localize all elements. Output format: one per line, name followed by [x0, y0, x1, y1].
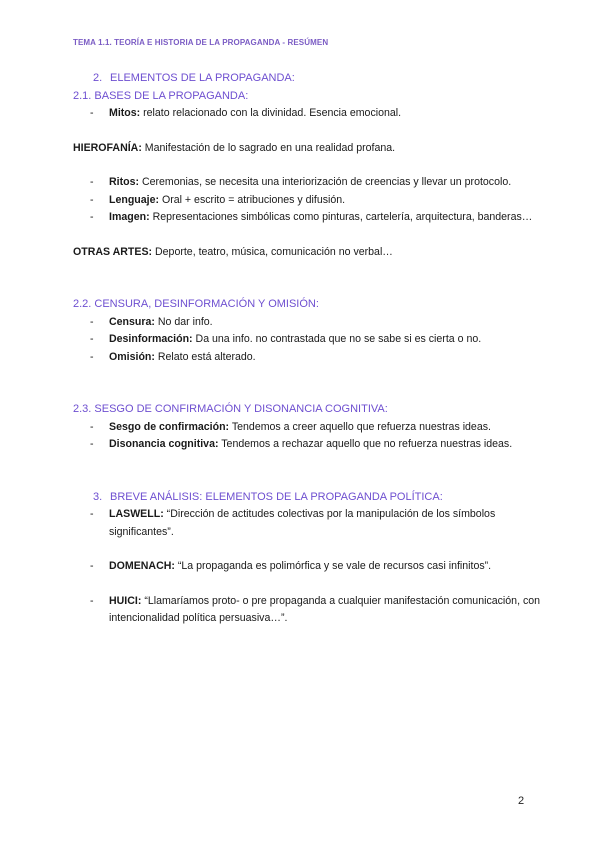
bullet-text: Tendemos a creer aquello que refuerza nuestras ideas.	[229, 420, 491, 433]
list-item	[73, 105, 543, 123]
bullet-dash: -	[90, 508, 94, 520]
bullet-dash: -	[90, 193, 94, 206]
quote-author: DOMENACH:	[109, 560, 175, 572]
bullet-text: Ceremonias, se necesita una interiorización de creencias y llevar un protocolo.	[139, 176, 512, 188]
section-3-number: 3.	[93, 490, 103, 503]
list-item	[73, 314, 543, 332]
list-item	[73, 331, 543, 349]
bullet-text: relato relacionado con la divinidad. Esencia emocional.	[140, 107, 402, 119]
quote-author: HUICI:	[109, 594, 142, 607]
bullet-term: Censura:	[109, 315, 155, 328]
quote-item-laswell	[73, 506, 543, 541]
bullet-term: Desinformación:	[109, 333, 193, 345]
paragraph-text: Deporte, teatro, música, comunicación no verbal…	[152, 245, 393, 258]
bullet-dash: -	[90, 107, 94, 119]
bullet-text: No dar info.	[154, 315, 213, 328]
paragraph-term: OTRAS ARTES:	[73, 245, 153, 258]
bullet-term: Ritos:	[109, 176, 140, 188]
bullet-term: Imagen:	[109, 211, 150, 223]
bullet-dash: -	[90, 420, 94, 433]
list-item	[73, 436, 543, 454]
list-item	[73, 192, 543, 210]
list-item	[73, 209, 543, 227]
paragraph-text: Manifestación de lo sagrado en una realidad profana.	[141, 141, 396, 154]
quote-text: “Dirección de actitudes colectivas por la manipulación de los símbolos significantes”.	[109, 508, 496, 538]
bullet-dash: -	[90, 594, 94, 607]
bullet-dash: -	[90, 350, 94, 363]
bullet-term: Lenguaje:	[109, 193, 160, 206]
bullet-dash: -	[90, 176, 94, 188]
quote-text: “Llamaríamos proto- o pre propaganda a cualquier manifestación comunicación, con intencionalidad política persuasiva…”.	[109, 594, 541, 624]
section-2-1-heading: 2.1. BASES DE LA PROPAGANDA:	[73, 89, 249, 102]
quote-item-domenach	[73, 558, 543, 576]
bullet-text: Representaciones simbólicas como pinturas, cartelería, arquitectura, banderas…	[149, 211, 533, 223]
quote-text: “La propaganda es polimórfica y se vale de recursos casi infinitos”.	[174, 560, 492, 572]
bullet-term: Disonancia cognitiva:	[109, 438, 219, 450]
bullet-dash: -	[90, 333, 94, 345]
running-header: TEMA 1.1. TEORÍA E HISTORIA DE LA PROPAGANDA - RESÚMEN	[73, 38, 329, 47]
section-3-heading	[73, 489, 543, 507]
section-2-number: 2.	[93, 72, 103, 84]
list-item	[73, 174, 543, 192]
list-item	[73, 419, 543, 437]
bullet-dash: -	[90, 560, 94, 572]
otras-artes-paragraph	[73, 244, 543, 262]
bullet-term: Omisión:	[109, 350, 155, 363]
quote-item-huici	[73, 593, 543, 628]
bullet-text: Oral + escrito = atribuciones y difusión.	[159, 193, 346, 206]
section-2-title: ELEMENTOS DE LA PROPAGANDA:	[110, 72, 295, 84]
bullet-text: Tendemos a rechazar aquello que no refuerza nuestras ideas.	[218, 438, 513, 450]
paragraph-term: HIEROFANÍA:	[73, 141, 142, 154]
section-3-title: BREVE ANÁLISIS: ELEMENTOS DE LA PROPAGANDA POLÍTICA:	[110, 490, 443, 503]
bullet-text: Relato está alterado.	[154, 350, 256, 363]
list-item	[73, 349, 543, 367]
section-2-3-heading: 2.3. SESGO DE CONFIRMACIÓN Y DISONANCIA COGNITIVA:	[73, 403, 388, 415]
bullet-dash: -	[90, 211, 94, 223]
hierofania-paragraph	[73, 140, 543, 158]
page-number: 2	[518, 795, 525, 807]
bullet-text: Da una info. no contrastada que no se sabe si es cierta o no.	[192, 333, 482, 345]
bullet-term: Sesgo de confirmación:	[109, 420, 230, 433]
section-2-2-heading: 2.2. CENSURA, DESINFORMACIÓN Y OMISIÓN:	[73, 298, 319, 310]
quote-author: LASWELL:	[109, 508, 164, 520]
bullet-dash: -	[90, 315, 94, 328]
page-content	[73, 70, 543, 628]
bullet-term: Mitos:	[109, 107, 141, 119]
bullet-dash: -	[90, 438, 94, 450]
section-2-heading	[73, 70, 543, 88]
